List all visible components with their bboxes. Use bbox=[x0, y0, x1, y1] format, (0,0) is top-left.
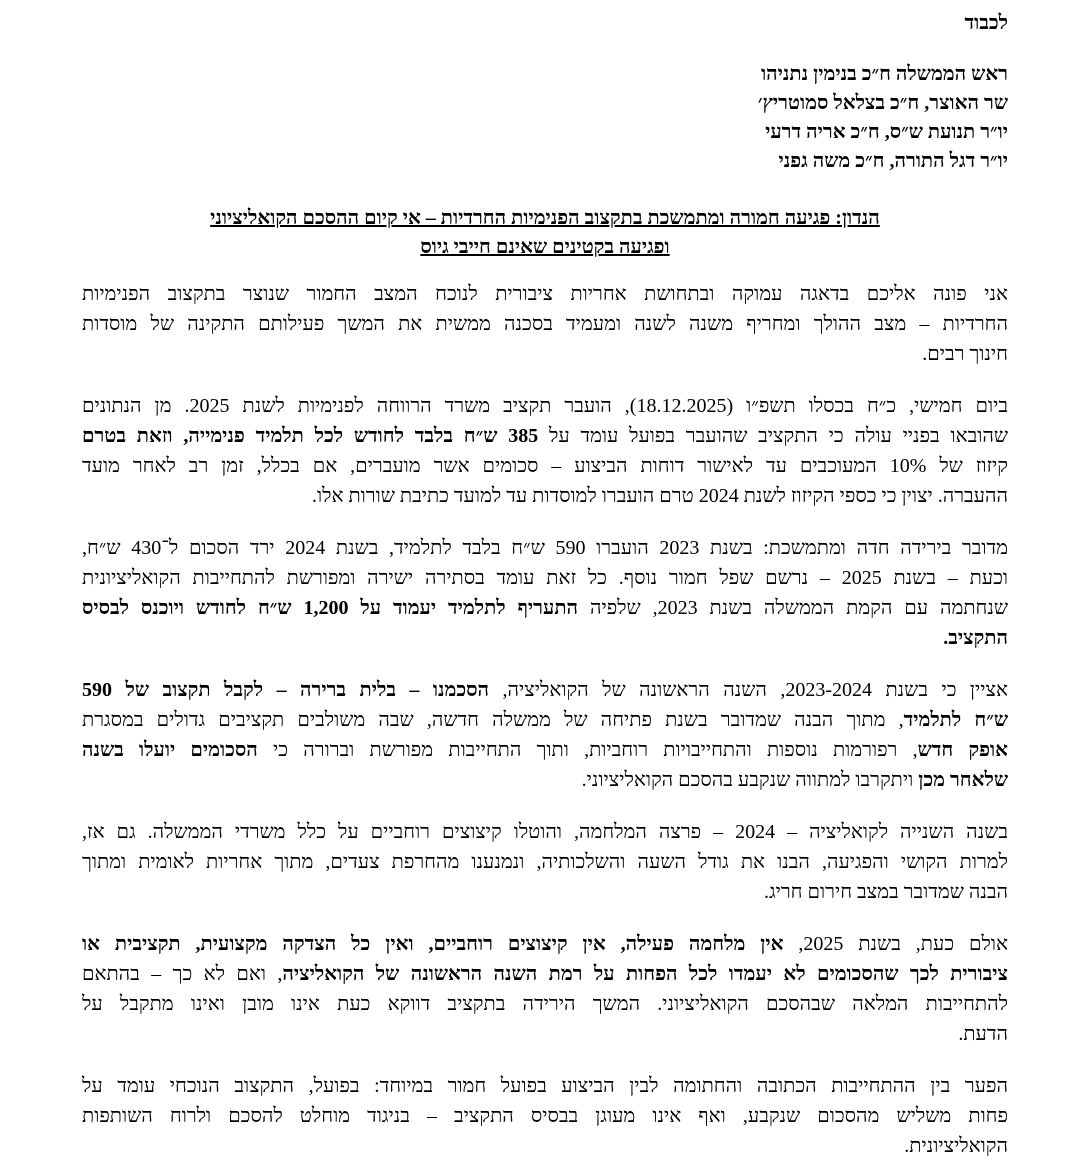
bold-text: ש״ח לתלמיד bbox=[903, 709, 1008, 731]
recipient-line: ראש הממשלה ח״כ בנימין נתניהו bbox=[761, 63, 1008, 85]
paragraph-line: הקואליציונית. bbox=[904, 1135, 1008, 1157]
paragraph-line: חינוך רבים. bbox=[922, 343, 1008, 365]
text-run: שהובאו בפניי עולה כי התקציב שהועבר בפועל עומד על bbox=[538, 425, 1008, 447]
recipient-line: יו״ר תנועת ש״ס, ח״כ אריה דרעי bbox=[765, 121, 1008, 143]
bold-text: , וזאת בטרם bbox=[82, 425, 189, 447]
paragraph-line: אני פונה אליכם בדאגה עמוקה ובתחושת אחריות ציבורית לנוכח המצב החמור שנוצר בתקצוב הפנימיות bbox=[82, 283, 1008, 305]
paragraph-line bbox=[82, 593, 1008, 623]
paragraph-line: הבנה שמדובר במצב חירום חריג. bbox=[764, 881, 1008, 903]
paragraph-line: למרות הקושי והפגיעה, הבנו את גודל השעה והשלכותיה, ונמנענו מהחרפת צעדים, מתוך אחריות לאומית ומתוך bbox=[82, 851, 1008, 873]
paragraph-line bbox=[82, 929, 1008, 959]
paragraph-second-year bbox=[82, 817, 1008, 907]
text-run: ויתקרבו למתווה שנקבע בהסכם הקואליציוני. bbox=[581, 769, 919, 791]
bold-text: הסכמנו – בלית ברירה – לקבל תקצוב של 590 bbox=[82, 679, 490, 701]
text-run: , רפורמות נוספות והתחייבויות רוחביות, ותוך התחייבות מפורשת וברורה כי bbox=[257, 739, 918, 761]
subject-line: ופגיעה בקטינים שאינם חייבי גיוס bbox=[420, 236, 670, 258]
paragraph-current-year bbox=[82, 929, 1008, 1049]
paragraph-line: פחות משליש מהסכום שנקבע, ואף אינו מעוגן בבסיס התקציב – בניגוד מוחלט להסכם ולרוח השותפות bbox=[82, 1105, 1008, 1127]
bold-text: ציבורית לכך שהסכומים לא יעמדו לכל הפחות על רמת השנה הראשונה של הקואליציה bbox=[282, 963, 1008, 985]
paragraph-gap bbox=[82, 1071, 1008, 1161]
paragraph-line: להתחייבות המלאה שבהסכם הקואליציוני. המשך הירידה בתקציב דווקא כעת אינו מובן ואינו מתקבל על bbox=[82, 993, 1008, 1015]
paragraph-line: החרדיות – מצב ההולך ומחריף משנה לשנה ומעמיד בסכנה ממשית את המשך פעילותם התקינה של מוסדות bbox=[82, 313, 1008, 335]
bold-text: שלאחר מכן bbox=[918, 769, 1008, 791]
paragraph-line: ההעברה. יצוין כי כספי הקיזוז לשנת 2024 טרם הועברו למוסדות עד למועד כתיבת שורות אלו. bbox=[311, 485, 1008, 507]
paragraph-line bbox=[82, 765, 1008, 795]
paragraph-decline bbox=[82, 533, 1008, 653]
paragraph-line: הפער בין ההתחייבות הכתובה והחתומה לבין הביצוע בפועל חמור במיוחד: בפועל, התקצוב הנוכחי עומד על bbox=[82, 1075, 1008, 1097]
bold-text: אופק חדש bbox=[917, 739, 1009, 761]
paragraph-line bbox=[82, 421, 1008, 451]
salutation: לכבוד bbox=[964, 12, 1008, 34]
paragraph-line: הדעת. bbox=[958, 1023, 1008, 1045]
recipients-block bbox=[82, 60, 1008, 176]
paragraph-line bbox=[82, 959, 1008, 989]
text-run: אציין כי בשנת 2023-2024, השנה הראשונה של הקואליציה, bbox=[489, 679, 1008, 701]
paragraph-first-year bbox=[82, 675, 1008, 795]
bold-text: הסכומים יועלו בשנה bbox=[82, 739, 258, 761]
paragraph-line bbox=[82, 705, 1008, 735]
bold-text: התעריף לתלמיד יעמוד על 1,200 ש״ח לחודש ויוכנס לבסיס bbox=[82, 597, 579, 619]
text-run: , מתוך הבנה שמדובר בשנת פתיחה של ממשלה חדשה, שבה משולבים תקציבים גדולים במסגרת bbox=[82, 709, 904, 731]
bold-text: אין מלחמה פעילה, אין קיצוצים רוחביים, ואין כל הצדקה מקצועית, תקציבית או bbox=[82, 933, 784, 955]
paragraph-budget-transfer bbox=[82, 391, 1008, 511]
text-run: שנחתמה עם הקמת הממשלה בשנת 2023, שלפיה bbox=[578, 597, 1009, 619]
paragraph-line: וכעת – בשנת 2025 – נרשם שפל חמור נוסף. כל זאת עומד בסתירה ישירה ומפורשת להתחייבות הקואליציונית bbox=[82, 567, 1008, 589]
paragraph-line: מדובר בירידה חדה ומתמשכת: בשנת 2023 הועברו 590 ש״ח בלבד לתלמיד, בשנת 2024 ירד הסכום ל־430 ש״ח, bbox=[82, 537, 1008, 559]
recipient-line: יו״ר דגל התורה, ח״כ משה גפני bbox=[778, 150, 1008, 172]
paragraph-line: קיזוז של 10% המעוכבים עד לאישור דוחות הביצוע – סכומים אשר מועברים, אם בכלל, זמן רב לאחר מועד bbox=[82, 455, 1009, 477]
paragraph-line bbox=[82, 675, 1008, 705]
bold-text: 385 ש״ח בלבד לחודש לכל תלמיד פנימייה bbox=[188, 425, 539, 447]
recipient-line: שר האוצר, ח״כ בצלאל סמוטריץ׳ bbox=[757, 92, 1008, 114]
paragraph-line bbox=[82, 735, 1008, 765]
paragraph-intro bbox=[82, 279, 1008, 369]
text-run: , ואם לא כך – בהתאם bbox=[82, 963, 283, 985]
paragraph-line: התקציב. bbox=[943, 627, 1008, 649]
text-run: אולם כעת, בשנת 2025, bbox=[783, 933, 1008, 955]
subject-heading bbox=[82, 204, 1008, 262]
subject-line: הנדון: פגיעה חמורה ומתמשכת בתקצוב הפנימיות החרדיות – אי קיום ההסכם הקואליציוני bbox=[210, 207, 880, 229]
paragraph-line: ביום חמישי, כ״ח בכסלו תשפ״ו (18.12.2025), הועבר תקציב משרד הרווחה לפנימיות לשנת 2025. מן הנתונים bbox=[82, 395, 1008, 417]
paragraph-line: בשנה השנייה לקואליציה – 2024 – פרצה המלחמה, והוטלו קיצוצים רוחביים על כלל משרדי הממשלה. גם אז, bbox=[82, 821, 1008, 843]
